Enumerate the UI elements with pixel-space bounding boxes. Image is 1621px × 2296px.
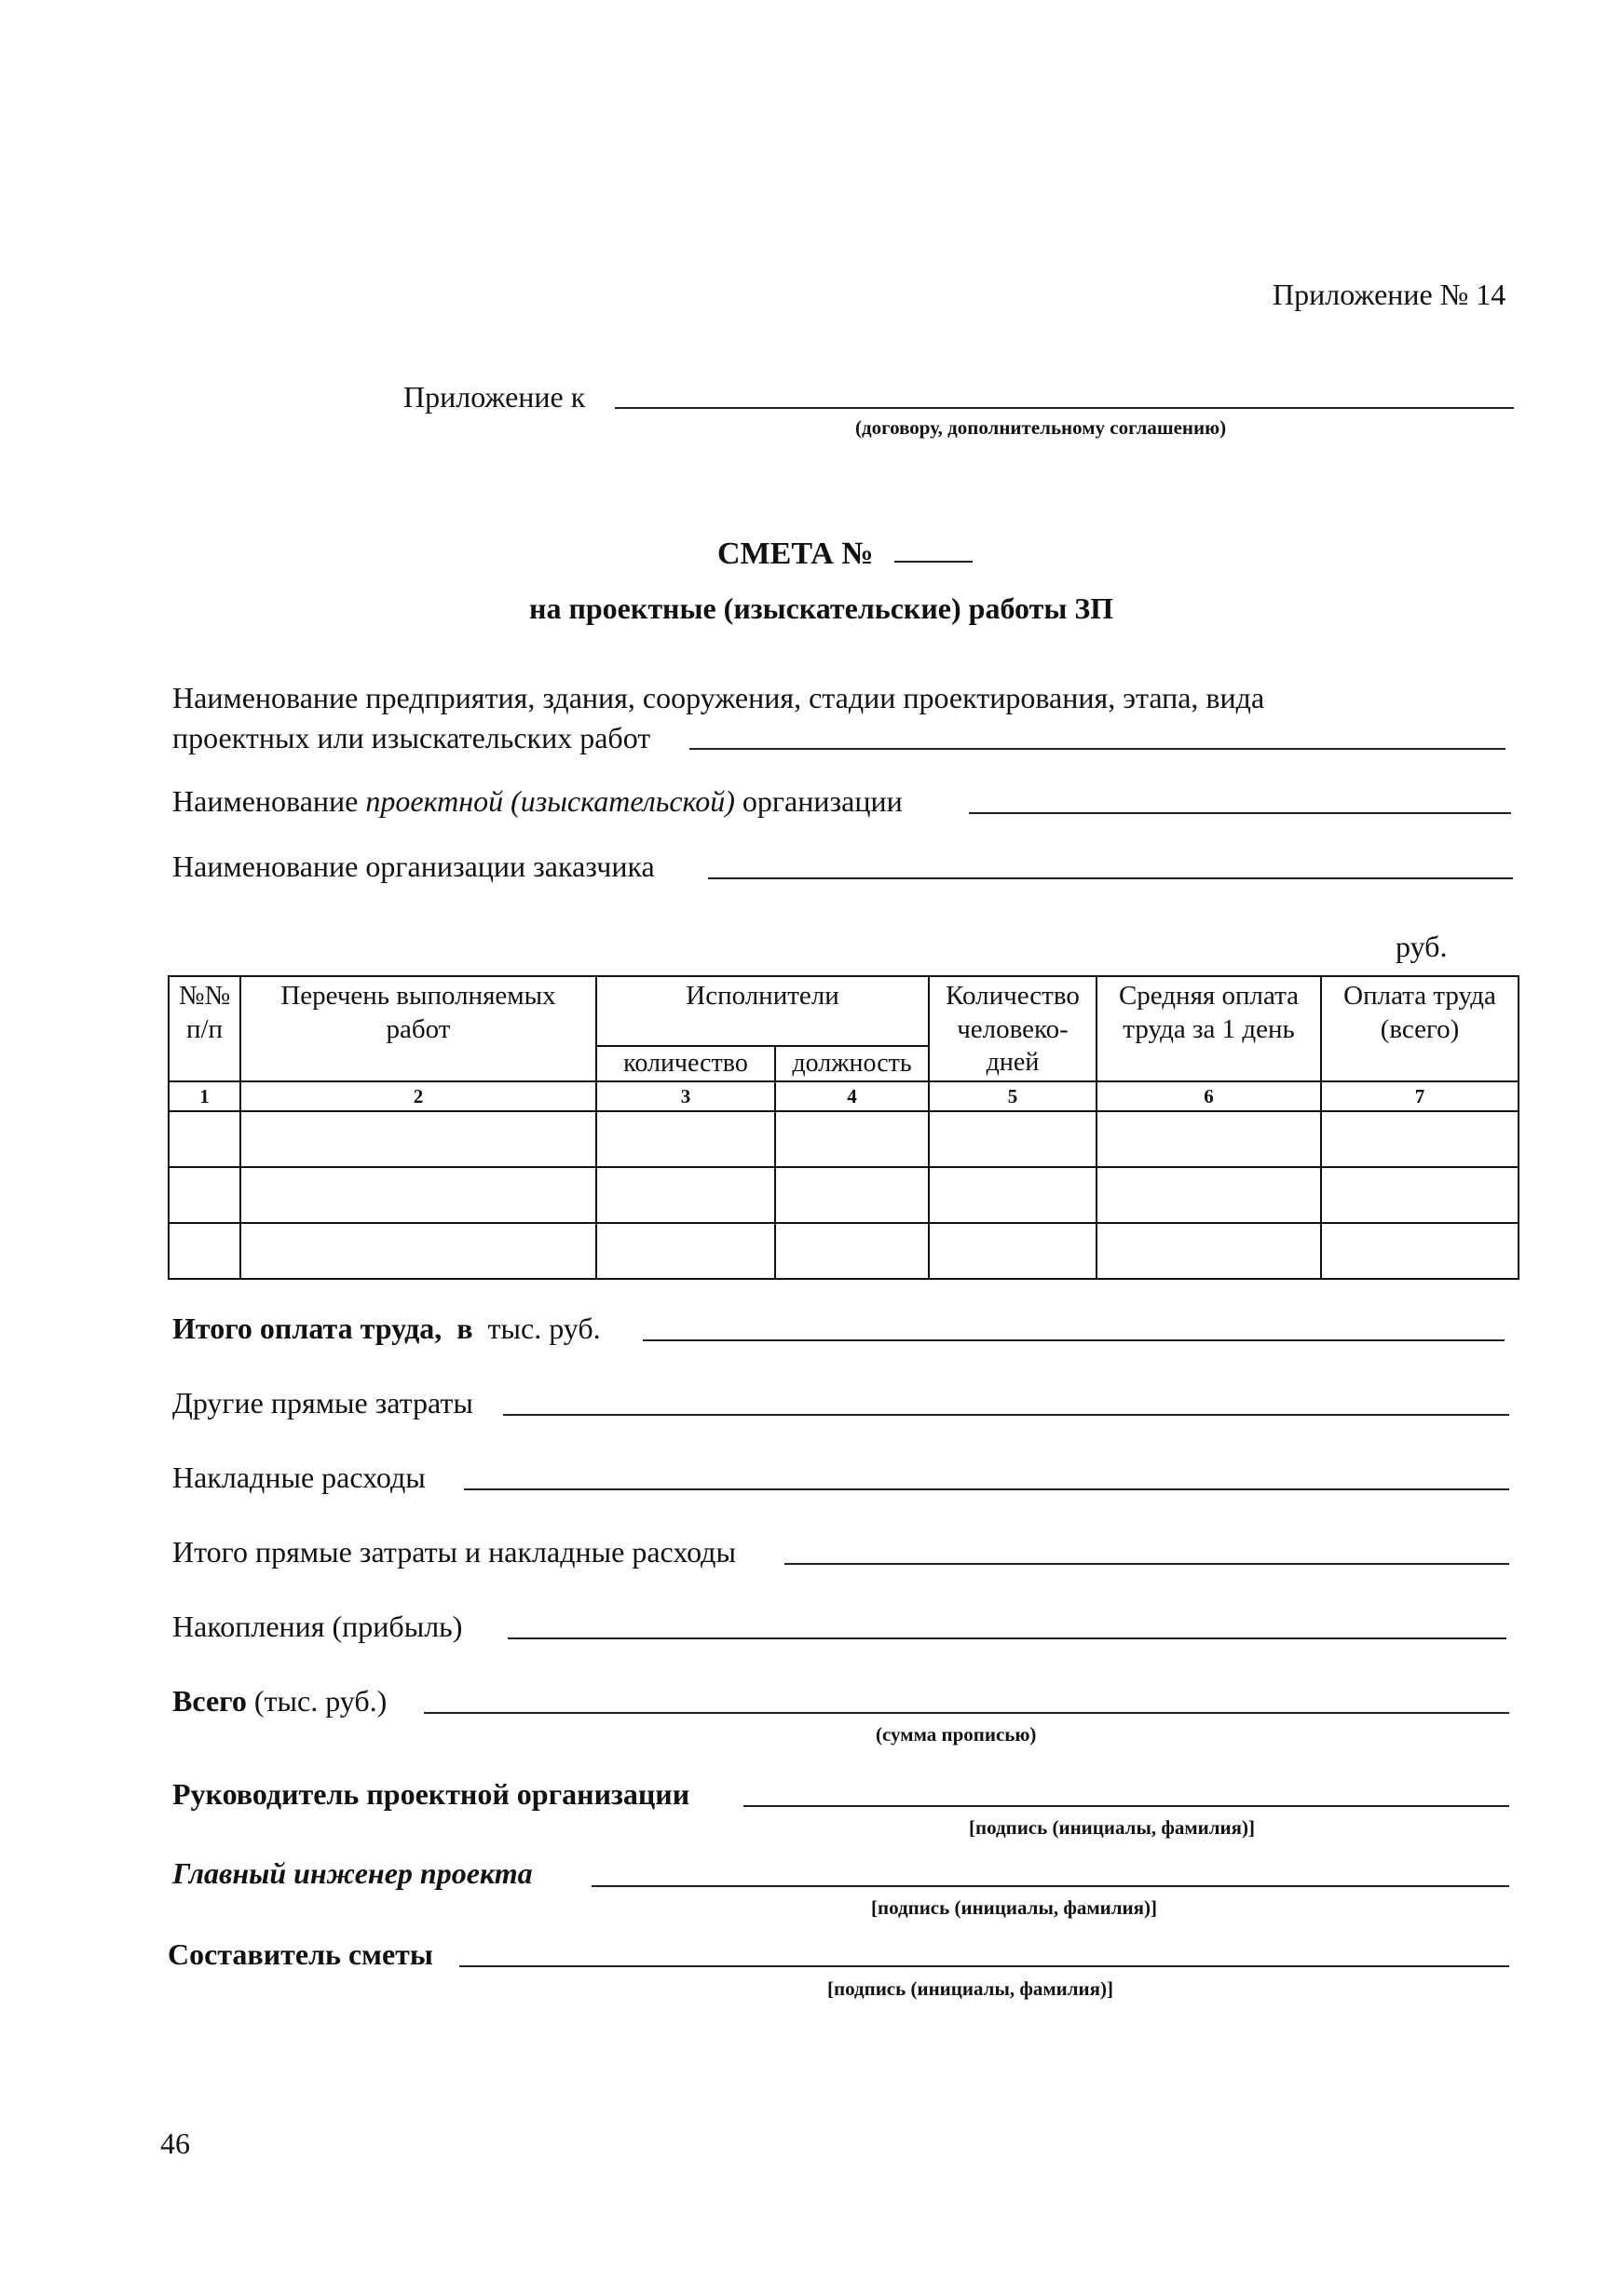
design-org-field[interactable] bbox=[969, 812, 1511, 814]
table-cell[interactable] bbox=[1097, 1111, 1321, 1167]
col-total-pay-header-cont bbox=[1321, 1046, 1519, 1081]
table-cell[interactable] bbox=[596, 1111, 775, 1167]
col-avg-pay-header-cont bbox=[1097, 1046, 1321, 1081]
estimate-title bbox=[717, 538, 874, 570]
other-direct-label: Другие прямые затраты bbox=[172, 1386, 473, 1420]
table-cell[interactable] bbox=[929, 1223, 1097, 1279]
table-cell[interactable] bbox=[1097, 1167, 1321, 1223]
table-cell[interactable] bbox=[240, 1111, 596, 1167]
col-number-header bbox=[169, 976, 240, 1046]
table-cell[interactable] bbox=[240, 1223, 596, 1279]
col-avg-pay-header-line1: Средняя оплата bbox=[1118, 981, 1300, 1011]
table-cell[interactable] bbox=[1321, 1223, 1519, 1279]
table-subheader-row bbox=[169, 1046, 1519, 1081]
column-number: 7 bbox=[1321, 1081, 1519, 1111]
other-direct-field[interactable] bbox=[503, 1414, 1509, 1416]
labor-total-field[interactable] bbox=[643, 1339, 1505, 1341]
compiler-label: Составитель сметы bbox=[168, 1937, 433, 1971]
estimate-table bbox=[168, 975, 1519, 1280]
col-works-header-line1: Перечень выполняемых bbox=[280, 981, 556, 1011]
table-cell[interactable] bbox=[1097, 1223, 1321, 1279]
appendix-to-caption: (договору, дополнительному соглашению) bbox=[855, 416, 1227, 439]
head-signature-field[interactable] bbox=[743, 1805, 1509, 1807]
grand-total-label-unit: (тыс. руб.) bbox=[253, 1684, 388, 1718]
table-cell[interactable] bbox=[929, 1167, 1097, 1223]
grand-total-label bbox=[172, 1686, 387, 1716]
table-cell[interactable] bbox=[169, 1223, 240, 1279]
col-quantity-header: количество bbox=[596, 1046, 775, 1081]
compiler-caption: [подпись (инициалы, фамилия)] bbox=[827, 1977, 1114, 2000]
object-name-field[interactable] bbox=[689, 748, 1505, 750]
table-header-row bbox=[169, 976, 1519, 1046]
labor-total-label-v: в bbox=[456, 1311, 473, 1345]
col-executors-header-text: Исполнители bbox=[686, 981, 839, 1011]
head-signature-label: Руководитель проектной организации bbox=[172, 1777, 690, 1811]
table-row bbox=[169, 1167, 1519, 1223]
col-man-days-header-line2: человеко- bbox=[957, 1014, 1069, 1044]
col-total-pay-header bbox=[1321, 976, 1519, 1046]
labor-total-label bbox=[172, 1313, 601, 1343]
table-cell[interactable] bbox=[929, 1111, 1097, 1167]
estimate-subtitle: на проектные (изыскательские) работы ЗП bbox=[529, 591, 1114, 625]
column-number: 2 bbox=[240, 1081, 596, 1111]
table-row bbox=[169, 1111, 1519, 1167]
col-number-header-line2: п/п bbox=[185, 1014, 224, 1044]
grand-total-label-bold: Всего bbox=[172, 1684, 247, 1718]
customer-org-field[interactable] bbox=[708, 877, 1513, 879]
table-row bbox=[169, 1223, 1519, 1279]
grand-total-field[interactable] bbox=[424, 1712, 1509, 1714]
design-org-label-part3: организации bbox=[742, 784, 903, 818]
table-cell[interactable] bbox=[775, 1167, 929, 1223]
direct-and-overhead-field[interactable] bbox=[784, 1563, 1509, 1565]
appendix-to-field[interactable] bbox=[615, 407, 1514, 409]
appendix-number: Приложение № 14 bbox=[1273, 278, 1506, 311]
table-cell[interactable] bbox=[775, 1223, 929, 1279]
labor-total-label-bold: Итого оплата труда, bbox=[172, 1311, 443, 1345]
compiler-field[interactable] bbox=[459, 1965, 1509, 1967]
profit-label: Накопления (прибыль) bbox=[172, 1610, 463, 1643]
table-cell[interactable] bbox=[240, 1167, 596, 1223]
col-total-pay-header-line1: Оплата труда bbox=[1343, 981, 1496, 1011]
customer-org-label: Наименование организации заказчика bbox=[172, 849, 655, 883]
chief-engineer-caption: [подпись (инициалы, фамилия)] bbox=[871, 1896, 1158, 1919]
profit-field[interactable] bbox=[508, 1637, 1506, 1639]
estimate-number-field[interactable] bbox=[894, 561, 973, 563]
table-cell[interactable] bbox=[1321, 1111, 1519, 1167]
column-number: 3 bbox=[596, 1081, 775, 1111]
column-number: 1 bbox=[169, 1081, 240, 1111]
design-org-label-part2: проектной (изыскательской) bbox=[365, 784, 735, 818]
col-position-header: должность bbox=[775, 1046, 929, 1081]
col-man-days-header-cont: дней bbox=[929, 1046, 1097, 1081]
col-total-pay-header-line2: (всего) bbox=[1380, 1014, 1460, 1044]
col-number-header-cont bbox=[169, 1046, 240, 1081]
overhead-field[interactable] bbox=[464, 1488, 1509, 1490]
table-column-numbers-row bbox=[169, 1081, 1519, 1111]
col-avg-pay-header bbox=[1097, 976, 1321, 1046]
currency-label: руб. bbox=[1396, 930, 1448, 963]
table-cell[interactable] bbox=[1321, 1167, 1519, 1223]
design-org-label bbox=[172, 786, 903, 816]
col-man-days-header bbox=[929, 976, 1097, 1046]
estimate-title-text: СМЕТА № bbox=[717, 537, 874, 571]
col-executors-header bbox=[596, 976, 929, 1046]
direct-and-overhead-label: Итого прямые затраты и накладные расходы bbox=[172, 1535, 736, 1569]
column-number: 5 bbox=[929, 1081, 1097, 1111]
table-cell[interactable] bbox=[596, 1167, 775, 1223]
page-number: 46 bbox=[160, 2126, 190, 2160]
col-works-header-cont bbox=[240, 1046, 596, 1081]
sum-in-words-caption: (сумма прописью) bbox=[876, 1723, 1037, 1746]
object-name-label-line2: проектных или изыскательских работ bbox=[172, 721, 651, 754]
labor-total-label-unit: тыс. руб. bbox=[487, 1311, 601, 1345]
table-cell[interactable] bbox=[169, 1111, 240, 1167]
col-number-header-line1: №№ bbox=[178, 981, 231, 1011]
col-works-header bbox=[240, 976, 596, 1046]
col-works-header-line2: работ bbox=[386, 1014, 451, 1044]
table-cell[interactable] bbox=[169, 1167, 240, 1223]
object-name-label-line1: Наименование предприятия, здания, сооружения, стадии проектирования, этапа, вида bbox=[172, 681, 1265, 714]
column-number: 4 bbox=[775, 1081, 929, 1111]
chief-engineer-field[interactable] bbox=[592, 1885, 1509, 1887]
design-org-label-part1: Наименование bbox=[172, 784, 359, 818]
col-man-days-header-line1: Количество bbox=[946, 981, 1080, 1011]
column-number: 6 bbox=[1097, 1081, 1321, 1111]
table-cell[interactable] bbox=[596, 1223, 775, 1279]
col-avg-pay-header-line2: труда за 1 день bbox=[1123, 1014, 1295, 1044]
table-cell[interactable] bbox=[775, 1111, 929, 1167]
appendix-to-label: Приложение к bbox=[403, 380, 586, 414]
chief-engineer-label: Главный инженер проекта bbox=[172, 1856, 533, 1890]
overhead-label: Накладные расходы bbox=[172, 1460, 426, 1494]
head-signature-caption: [подпись (инициалы, фамилия)] bbox=[969, 1816, 1256, 1839]
